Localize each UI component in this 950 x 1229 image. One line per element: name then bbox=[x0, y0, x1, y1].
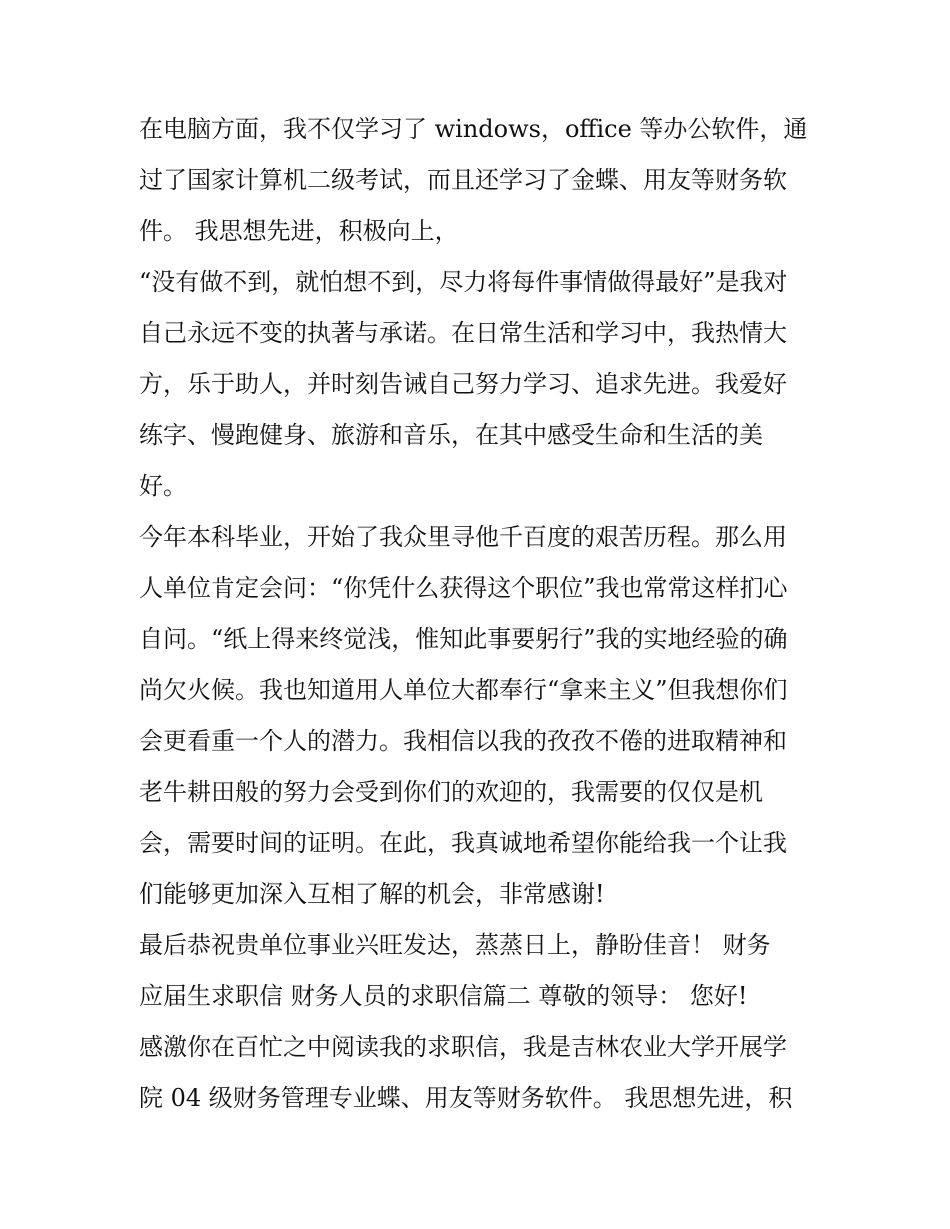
text-line: 件。 我思想先进，积极向上， bbox=[139, 217, 459, 245]
text-line: 在电脑方面，我不仅学习了 windows，office 等办公软件，通 bbox=[139, 115, 808, 143]
text-line: “没有做不到，就怕想不到，尽力将每件事情做得最好”是我对 bbox=[139, 268, 788, 296]
text-line: 会，需要时间的证明。在此，我真诚地希望你能给我一个让我 bbox=[139, 829, 787, 857]
text-line: 最后恭祝贵单位事业兴旺发达，蒸蒸日上，静盼佳音！ 财务 bbox=[139, 931, 771, 959]
text-line: 们能够更加深入互相了解的机会，非常感谢! bbox=[139, 880, 605, 908]
text-line: 今年本科毕业，开始了我众里寻他千百度的艰苦历程。那么用 bbox=[139, 523, 787, 551]
text-line: 应届生求职信 财务人员的求职信篇二 尊敬的领导： 您好! bbox=[139, 982, 748, 1010]
text-line: 人单位肯定会问：“你凭什么获得这个职位”我也常常这样扪心 bbox=[139, 574, 788, 602]
text-line: 老牛耕田般的努力会受到你们的欢迎的，我需要的仅仅是机 bbox=[139, 778, 763, 806]
text-line: 练字、慢跑健身、旅游和音乐，在其中感受生命和生活的美 bbox=[139, 421, 763, 449]
text-line: 会更看重一个人的潜力。我相信以我的孜孜不倦的进取精神和 bbox=[139, 727, 787, 755]
text-line: 方，乐于助人，并时刻告诫自己努力学习、追求先进。我爱好 bbox=[139, 370, 787, 398]
text-line: 院 04 级财务管理专业蝶、用友等财务软件。 我思想先进，积 bbox=[139, 1084, 793, 1112]
text-line: 好。 bbox=[139, 472, 187, 500]
text-line: 自己永远不变的执著与承诺。在日常生活和学习中，我热情大 bbox=[139, 319, 787, 347]
text-line: 尚欠火候。我也知道用人单位大都奉行“拿来主义”但我想你们 bbox=[139, 676, 788, 704]
text-line: 感激你在百忙之中阅读我的求职信，我是吉林农业大学开展学 bbox=[139, 1033, 787, 1061]
text-line: 过了国家计算机二级考试，而且还学习了金蝶、用友等财务软 bbox=[139, 166, 787, 194]
text-line: 自问。“纸上得来终觉浅，惟知此事要躬行”我的实地经验的确 bbox=[139, 625, 788, 653]
body-text bbox=[139, 104, 819, 1124]
